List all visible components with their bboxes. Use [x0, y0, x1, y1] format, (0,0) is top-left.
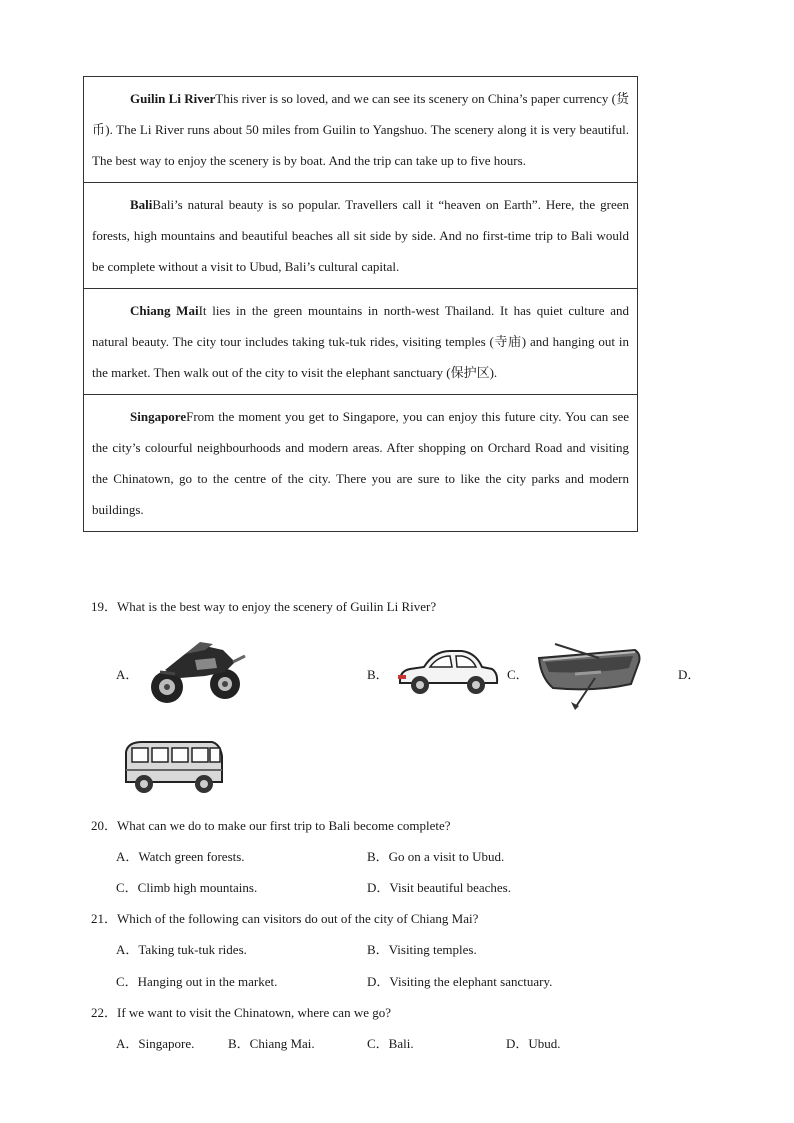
passage-guilin — [84, 77, 637, 183]
passage-text: It lies in the green mountains in north-west Thailand. It has quiet culture and natural beauty. The city tour includes taking tuk-tuk rides, visiting temples (寺庙) and hanging out in the market. Then walk out of the city to visit the elephant sanctuary (保护区). — [92, 303, 629, 380]
passage-singapore — [84, 395, 637, 531]
passage-title: Guilin Li River — [130, 91, 216, 106]
passage-bali — [84, 183, 637, 289]
passage-title: Singapore — [130, 409, 187, 424]
q21-option-b[interactable]: B．Visiting temples. — [367, 942, 477, 957]
car-icon[interactable] — [396, 645, 500, 701]
q21-option-a[interactable]: A．Taking tuk-tuk rides. — [116, 942, 247, 957]
q19-option-c-label[interactable]: C． — [507, 667, 529, 682]
passage-title: Chiang Mai — [130, 303, 199, 318]
q22-option-a[interactable]: A．Singapore. — [116, 1036, 195, 1051]
q20-option-d[interactable]: D．Visit beautiful beaches. — [367, 880, 511, 895]
q21-option-d[interactable]: D．Visiting the elephant sanctuary. — [367, 974, 553, 989]
question-20-stem: 20．What can we do to make our first trip to Bali become complete? — [91, 818, 451, 833]
q21-option-c[interactable]: C．Hanging out in the market. — [116, 974, 278, 989]
q19-option-a-label[interactable]: A． — [116, 667, 139, 682]
q19-option-b-label[interactable]: B． — [367, 667, 389, 682]
q22-option-d[interactable]: D．Ubud. — [506, 1036, 561, 1051]
q20-option-b[interactable]: B．Go on a visit to Ubud. — [367, 849, 505, 864]
motorcycle-icon[interactable] — [145, 632, 250, 711]
question-19-stem: 19．What is the best way to enjoy the scenery of Guilin Li River? — [91, 599, 437, 614]
passage-chiang-mai — [84, 289, 637, 395]
passage-title: Bali — [130, 197, 153, 212]
q19-option-d-label[interactable]: D． — [678, 667, 701, 682]
passage-text: This river is so loved, and we can see its scenery on China’s paper currency (货币). The Li River runs about 50 miles from Guilin to Yangshuo. The scenery along it is very beautiful. The best way to enjoy the scenery is by boat. And the trip can take up to five hours. — [92, 91, 630, 168]
passage-text: Bali’s natural beauty is so popular. Travellers call it “heaven on Earth”. Here, the green forests, high mountains and beautiful beaches all sit side by side. And no first-time trip to Bali would be complete without a visit to Ubud, Bali’s cultural capital. — [92, 197, 629, 274]
q20-option-c[interactable]: C．Climb high mountains. — [116, 880, 258, 895]
q22-option-c[interactable]: C．Bali. — [367, 1036, 414, 1051]
bus-icon[interactable] — [122, 738, 224, 800]
passage-text: From the moment you get to Singapore, you can enjoy this future city. You can see the city’s colourful neighbourhoods and modern areas. After shopping on Orchard Road and visiting the Chinatown, go to the centre of the city. There you are sure to like the city parks and modern buildings. — [92, 409, 629, 517]
passage-table — [83, 76, 638, 532]
q20-option-a[interactable]: A．Watch green forests. — [116, 849, 245, 864]
q22-option-b[interactable]: B．Chiang Mai. — [228, 1036, 315, 1051]
boat-icon[interactable] — [535, 638, 647, 714]
question-22-stem: 22．If we want to visit the Chinatown, where can we go? — [91, 1005, 392, 1020]
question-21-stem: 21．Which of the following can visitors do out of the city of Chiang Mai? — [91, 911, 479, 926]
